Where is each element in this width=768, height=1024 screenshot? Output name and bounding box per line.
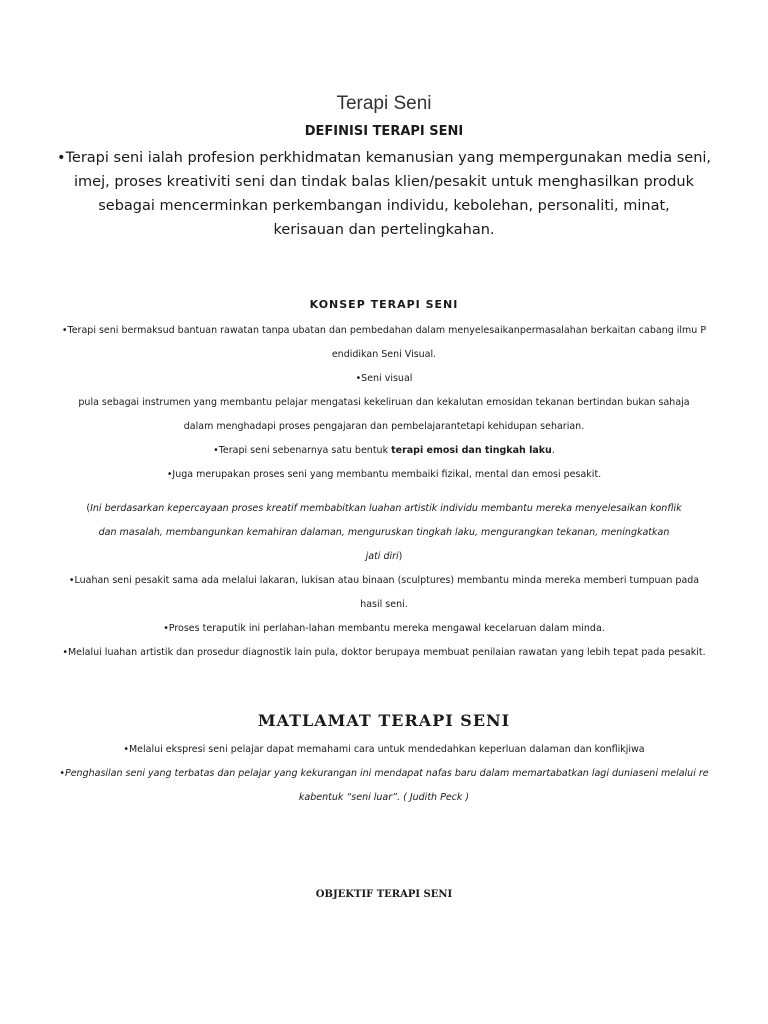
konsep-para-2: •Seni visual [355,373,413,384]
konsep-para-6-line-3-text: jati diri [365,551,399,562]
konsep-para-4-post: . [551,445,555,456]
page-title: Terapi Seni [336,93,432,114]
matlamat-para-2-line-1: •Penghasilan seni yang terbatas dan pelajar yang kekurangan ini mendapat nafas baru dalam memartabatkan lagi duniaseni melalui re [59,768,709,779]
konsep-para-6-line-3 [0,551,768,562]
konsep-para-7-line-1: •Luahan seni pesakit sama ada melalui lakaran, lukisan atau binaan (sculptures) membantu minda mereka memberi tumpuan pada [68,575,700,586]
konsep-para-5: •Juga merupakan proses seni yang membantu membaiki fizikal, mental dan emosi pesakit. [166,469,602,480]
definisi-heading: DEFINISI TERAPI SENI [304,124,464,139]
objektif-heading: OBJEKTIF TERAPI SENI [315,889,453,900]
konsep-para-4-bold: terapi emosi dan tingkah laku [391,445,552,456]
konsep-para-4-pre: •Terapi seni sebenarnya satu bentuk [213,445,392,456]
konsep-para-1-line-1: •Terapi seni bermaksud bantuan rawatan tanpa ubatan dan pembedahan dalam menyelesaikanpermasalahan berkaitan cabang ilmu P [61,325,707,336]
konsep-para-3-line-2: dalam menghadapi proses pengajaran dan pembelajarantetapi kehidupan seharian. [183,421,585,432]
konsep-heading: KONSEP TERAPI SENI [309,298,459,311]
konsep-para-8: •Proses teraputik ini perlahan-lahan membantu mereka mengawal kecelaruan dalam minda. [163,623,605,634]
definisi-line-4: kerisauan dan pertelingkahan. [273,222,495,238]
open-paren: ( [86,503,91,514]
konsep-para-4 [0,445,768,456]
konsep-para-6-line-1 [0,503,768,514]
definisi-line-1: •Terapi seni ialah profesion perkhidmatan kemanusian yang mempergunakan media seni, [56,150,712,166]
matlamat-para-1: •Melalui ekspresi seni pelajar dapat memahami cara untuk mendedahkan keperluan dalaman dan konflikjiwa [123,744,645,755]
konsep-para-7-line-2: hasil seni. [360,599,408,610]
konsep-para-3-line-1: pula sebagai instrumen yang membantu pelajar mengatasi kekeliruan dan kekalutan emosidan tekanan bertindan bukan sahaja [78,397,690,408]
konsep-para-9: •Melalui luahan artistik dan prosedur diagnostik lain pula, doktor berupaya membuat penilaian rawatan yang lebih tepat pada pesakit. [62,647,706,658]
matlamat-heading: MATLAMAT TERAPI SENI [257,711,511,730]
konsep-para-1-line-2: endidikan Seni Visual. [331,349,437,360]
konsep-para-6-line-2: dan masalah, membangunkan kemahiran dalaman, menguruskan tingkah laku, mengurangkan tekanan, meningkatkan [98,527,670,538]
konsep-para-6-line-1-text: Ini berdasarkan kepercayaan proses kreatif membabitkan luahan artistik individu membantu mereka menyelesaikan konflik [90,503,682,514]
close-paren: ) [398,551,403,562]
matlamat-para-2-line-2: kabentuk “seni luar”. ( Judith Peck ) [298,792,470,803]
definisi-line-3: sebagai mencerminkan perkembangan individu, kebolehan, personaliti, minat, [98,198,670,214]
definisi-line-2: imej, proses kreativiti seni dan tindak balas klien/pesakit untuk menghasilkan produk [74,174,694,190]
